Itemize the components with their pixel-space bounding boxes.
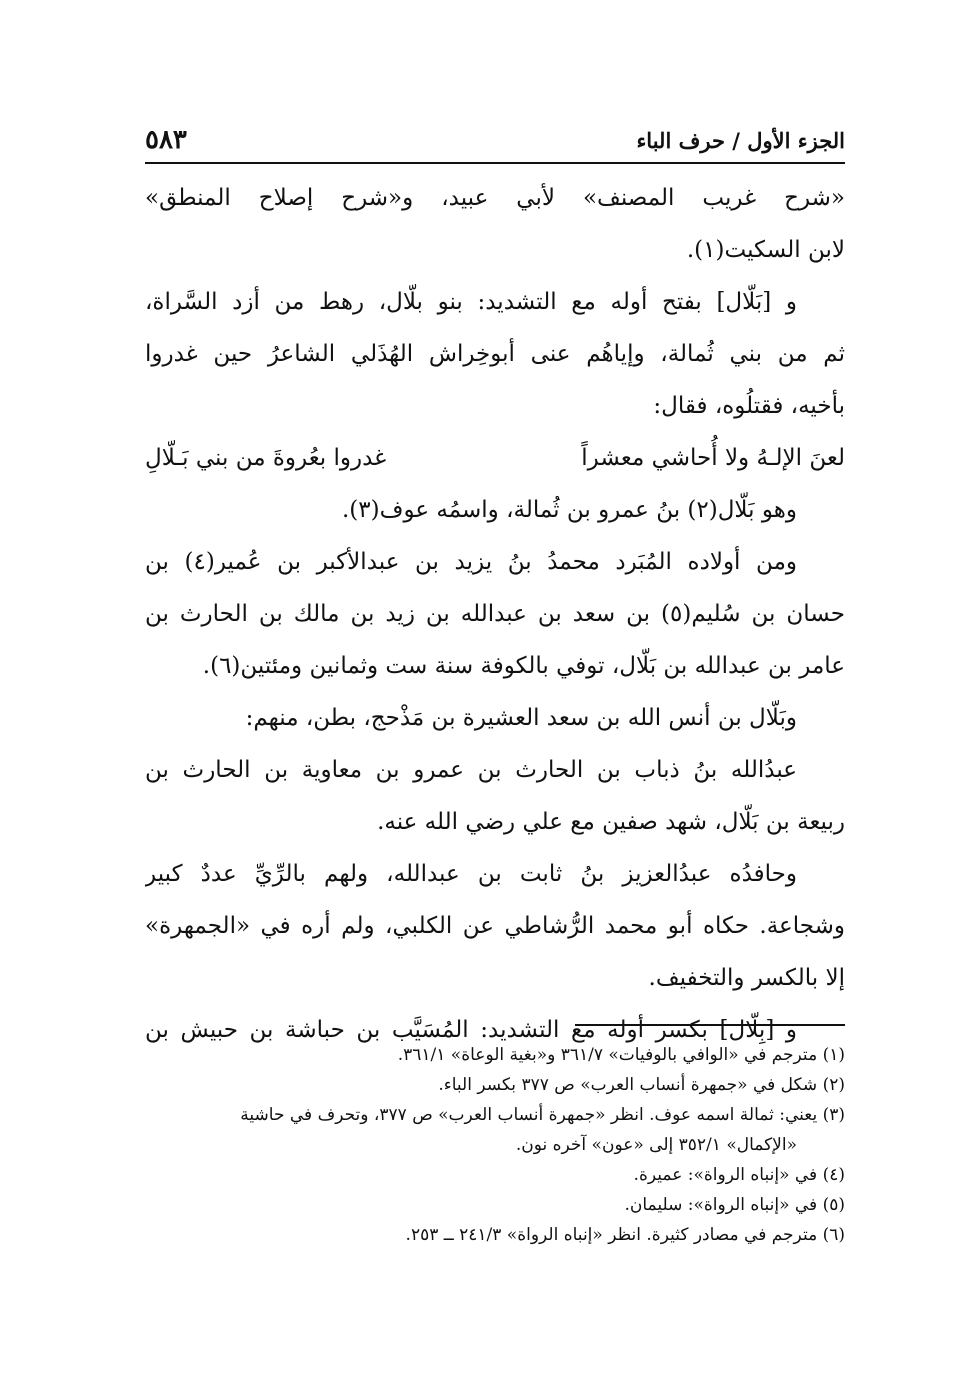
footnotes bbox=[145, 1040, 845, 1250]
text-line: بأخيه، فقتلُوه، فقال: bbox=[653, 393, 845, 419]
entry-heading-line: و [بِلّال] بكسر أوله مع التشديد: المُسَيَّب بن حباشة بن حبيش بن bbox=[145, 1017, 797, 1043]
page-header bbox=[145, 118, 845, 164]
text-line: وحافدُه عبدُالعزيز بنُ ثابت بن عبدالله، ولهم بالرِّيِّ عددٌ كبير bbox=[145, 861, 797, 887]
verse-first-hemistich: لعنَ الإلـهُ ولا أُحاشي معشراً bbox=[581, 445, 845, 471]
main-text bbox=[145, 172, 845, 1056]
text-line: إلا بالكسر والتخفيف. bbox=[648, 965, 845, 991]
footnote-separator bbox=[575, 1024, 845, 1026]
footnote: (١) مترجم في «الوافي بالوفيات» ٣٦١/٧ و«بغية الوعاة» ٣٦١/١. bbox=[397, 1045, 845, 1065]
text-line: ومن أولاده المُبَرد محمدُ بنُ يزيد بن عبدالأكبر بن عُمير(٤) بن bbox=[145, 549, 797, 575]
footnote-continuation: «الإكمال» ٣٥٢/١ إلى «عون» آخره نون. bbox=[515, 1135, 797, 1155]
text-line: لابن السكيت(١). bbox=[686, 237, 845, 263]
entry-heading-line: و [بَلّال] بفتح أوله مع التشديد: بنو بلّال، رهط من أزد السَّراة، bbox=[145, 289, 797, 315]
text-line: ربيعة بن بَلّال، شهد صفين مع علي رضي الله عنه. bbox=[377, 809, 845, 835]
page-number: ٥٨٣ bbox=[145, 125, 187, 155]
text-line: عبدُالله بنُ ذباب بن الحارث بن عمرو بن معاوية بن الحارث بن bbox=[145, 757, 797, 783]
footnote: (٤) في «إنباه الرواة»: عميرة. bbox=[633, 1165, 845, 1185]
text-line: وشجاعة. حكاه أبو محمد الرُّشاطي عن الكلبي، ولم أره في «الجمهرة» bbox=[145, 913, 845, 939]
text-line: وبَلّال بن أنس الله بن سعد العشيرة بن مَذْحج، بطن، منهم: bbox=[245, 705, 797, 731]
text-line: ثم من بني ثُمالة، وإياهُم عنى أبوخِراش الهُذَلي الشاعرُ حين غدروا bbox=[145, 341, 845, 367]
text-line: وهو بَلّال(٢) بنُ عمرو بن ثُمالة، واسمُه عوف(٣). bbox=[341, 497, 797, 523]
running-head: الجزء الأول / حرف الباء bbox=[636, 127, 845, 153]
text-line: «شرح غريب المصنف» لأبي عبيد، و«شرح إصلاح المنطق» bbox=[145, 185, 845, 211]
footnote: (٢) شكل في «جمهرة أنساب العرب» ص ٣٧٧ بكسر الباء. bbox=[438, 1075, 845, 1095]
verse-second-hemistich: غدروا بعُروةَ من بني بَـلّالِ bbox=[145, 445, 387, 471]
footnote: (٣) يعني: ثمالة اسمه عوف. انظر «جمهرة أنساب العرب» ص ٣٧٧، وتحرف في حاشية bbox=[240, 1105, 845, 1125]
poetry-verse bbox=[145, 432, 845, 484]
footnote: (٦) مترجم في مصادر كثيرة. انظر «إنباه الرواة» ٢٤١/٣ ــ ٢٥٣. bbox=[405, 1225, 845, 1245]
text-line: عامر بن عبدالله بن بَلّال، توفي بالكوفة سنة ست وثمانين ومئتين(٦). bbox=[202, 653, 845, 679]
footnote: (٥) في «إنباه الرواة»: سليمان. bbox=[624, 1195, 845, 1215]
text-line: حسان بن سُليم(٥) بن سعد بن عبدالله بن زيد بن مالك بن الحارث بن bbox=[145, 601, 845, 627]
